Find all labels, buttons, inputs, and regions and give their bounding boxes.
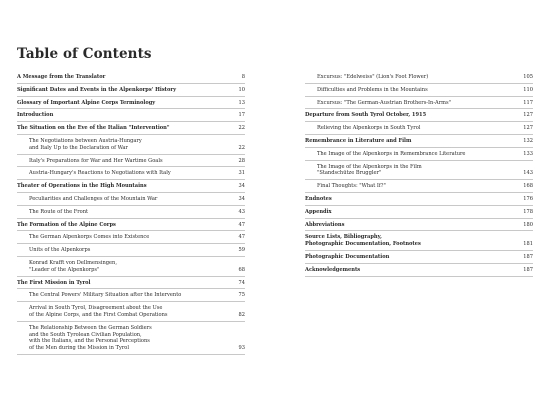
- toc-entry-title: Glossary of Important Alpine Corps Terminology: [17, 99, 156, 106]
- toc-left-column: [17, 71, 245, 355]
- toc-entry-title: Relieving the Alpenkorps in South Tyrol: [317, 125, 421, 132]
- toc-entry-title: A Message from the Translator: [17, 74, 106, 80]
- toc-page-number: 110: [523, 86, 533, 93]
- toc-entry-title: The Central Powers' Military Situation after the Intervento: [29, 292, 182, 299]
- toc-entry-title: Final Thoughts: "What If?": [317, 183, 386, 190]
- toc-entry-title: Excursus: "The German-Austrian Brothers-In-Arms": [317, 99, 451, 106]
- page-title: Table of Contents: [17, 46, 152, 62]
- toc-entry-title: Appendix: [305, 208, 332, 215]
- toc-subsection-entry: [17, 135, 245, 155]
- toc-page-number: 74: [238, 279, 245, 286]
- toc-entry-title: Introduction: [17, 112, 54, 119]
- toc-page-number: 176: [523, 195, 533, 202]
- toc-subsection-entry: [17, 167, 245, 180]
- toc-chapter-entry: [305, 206, 533, 219]
- toc-page-number: 181: [523, 241, 533, 248]
- toc-entry-title: The Image of the Alpenkorps in Remembrance Literature: [317, 150, 466, 157]
- toc-subsection-entry: [305, 180, 533, 193]
- toc-page-number: 17: [238, 112, 245, 119]
- toc-page-number: 127: [523, 112, 533, 119]
- toc-page-number: 22: [238, 144, 245, 151]
- toc-entry-title: Remembrance in Literature and Film: [305, 137, 412, 144]
- toc-chapter-entry: [305, 231, 533, 251]
- toc-subsection-entry: [17, 155, 245, 168]
- toc-entry-title: The German Alpenkorps Comes into Existence: [29, 234, 150, 241]
- toc-chapter-entry: [17, 180, 245, 193]
- toc-page-number: 187: [523, 266, 533, 273]
- toc-entry-title: Theater of Operations in the High Mountains: [17, 183, 147, 190]
- toc-subsection-entry: [17, 322, 245, 355]
- toc-chapter-entry: [305, 264, 533, 277]
- toc-entry-title: The Route of the Front: [29, 208, 89, 215]
- toc-page-number: 34: [238, 183, 245, 190]
- toc-subsection-entry: [17, 206, 245, 219]
- toc-chapter-entry: [17, 122, 245, 135]
- toc-page-number: 168: [523, 183, 533, 190]
- toc-entry-title: The Formation of the Alpine Corps: [17, 221, 116, 228]
- toc-right-column: [305, 71, 533, 277]
- toc-chapter-entry: [17, 97, 245, 110]
- toc-chapter-entry: [305, 251, 533, 264]
- toc-page-number: 8: [241, 74, 245, 80]
- toc-page-number: 117: [523, 99, 533, 106]
- toc-subsection-entry: [305, 71, 533, 84]
- toc-entry-title: The Negotiations between Austria-Hungary and Italy Up to the Declaration of War: [29, 137, 142, 151]
- toc-subsection-entry: [17, 231, 245, 244]
- toc-page-number: 31: [238, 170, 245, 177]
- toc-subsection-entry: [17, 193, 245, 206]
- toc-page-number: 93: [238, 345, 245, 352]
- toc-subsection-entry: [17, 289, 245, 302]
- toc-subsection-entry: [17, 257, 245, 277]
- toc-page-number: 22: [238, 125, 245, 132]
- toc-chapter-entry: [305, 193, 533, 206]
- toc-page-number: 47: [238, 234, 245, 241]
- toc-subsection-entry: [17, 244, 245, 257]
- toc-chapter-entry: [17, 109, 245, 122]
- toc-page-number: 68: [238, 266, 245, 273]
- toc-entry-title: Excursus: "Edelweiss" (Lion's Foot Flower): [317, 74, 429, 80]
- toc-entry-title: Departure from South Tyrol October, 1915: [305, 112, 427, 119]
- toc-page-number: 133: [523, 150, 533, 157]
- toc-page-number: 75: [238, 292, 245, 299]
- toc-page-number: 132: [523, 137, 533, 144]
- toc-page-number: 34: [238, 195, 245, 202]
- toc-subsection-entry: [305, 161, 533, 181]
- toc-subsection-entry: [305, 84, 533, 97]
- toc-page-number: 178: [523, 208, 533, 215]
- toc-page-number: 47: [238, 221, 245, 228]
- toc-subsection-entry: [17, 302, 245, 322]
- toc-page-number: 13: [238, 99, 245, 106]
- toc-entry-title: Italy's Preparations for War and Her Wartime Goals: [29, 157, 163, 164]
- toc-chapter-entry: [17, 277, 245, 290]
- toc-chapter-entry: [305, 219, 533, 232]
- toc-entry-title: Source Lists, Bibliography, Photographic Documentation, Footnotes: [305, 234, 421, 248]
- toc-page-number: 10: [238, 86, 245, 93]
- toc-entry-title: Photographic Documentation: [305, 253, 390, 260]
- toc-entry-title: The Relationship Between the German Soldiers and the South Tyrolean Civilian Population, with the Italians, and the Personal Perceptions of the Men during the Mission in Tyrol: [29, 324, 152, 352]
- toc-subsection-entry: [305, 122, 533, 135]
- toc-page-number: 187: [523, 253, 533, 260]
- toc-entry-title: The Situation on the Eve of the Italian "Intervention": [17, 125, 170, 132]
- toc-chapter-entry: [305, 135, 533, 148]
- toc-subsection-entry: [305, 97, 533, 110]
- toc-entry-title: Significant Dates and Events in the Alpenkorps' History: [17, 86, 177, 93]
- toc-page-number: 180: [523, 221, 533, 228]
- toc-chapter-entry: [17, 219, 245, 232]
- toc-entry-title: Abbreviations: [305, 221, 345, 228]
- toc-entry-title: Endnotes: [305, 195, 332, 202]
- toc-page-number: 59: [238, 247, 245, 254]
- toc-page-number: 143: [523, 170, 533, 177]
- toc-entry-title: Arrival in South Tyrol, Disagreement about the Use of the Alpine Corps, and the First Combat Operations: [29, 305, 168, 318]
- toc-entry-title: Acknowledgements: [305, 266, 361, 273]
- toc-entry-title: Difficulties and Problems in the Mountains: [317, 86, 428, 93]
- toc-entry-title: Units of the Alpenkorps: [29, 247, 91, 254]
- toc-page-number: 127: [523, 125, 533, 132]
- toc-subsection-entry: [305, 148, 533, 161]
- toc-page-number: 105: [523, 74, 533, 80]
- toc-entry-title: Konrad Krafft von Dellmensingen, "Leader of the Alpenkorps": [29, 259, 117, 273]
- toc-entry-title: Austria-Hungary's Reactions to Negotiations with Italy: [29, 170, 171, 177]
- toc-page-number: 82: [238, 311, 245, 318]
- toc-entry-title: The Image of the Alpenkorps in the Film "Standschütze Bruggler": [317, 163, 422, 177]
- toc-chapter-entry: [17, 84, 245, 97]
- toc-entry-title: Peculiarities and Challenges of the Mountain War: [29, 195, 158, 202]
- toc-chapter-entry: [305, 109, 533, 122]
- toc-chapter-entry: [17, 71, 245, 84]
- toc-entry-title: The First Mission in Tyrol: [17, 279, 91, 286]
- toc-page-number: 28: [238, 157, 245, 164]
- toc-page-number: 43: [238, 208, 245, 215]
